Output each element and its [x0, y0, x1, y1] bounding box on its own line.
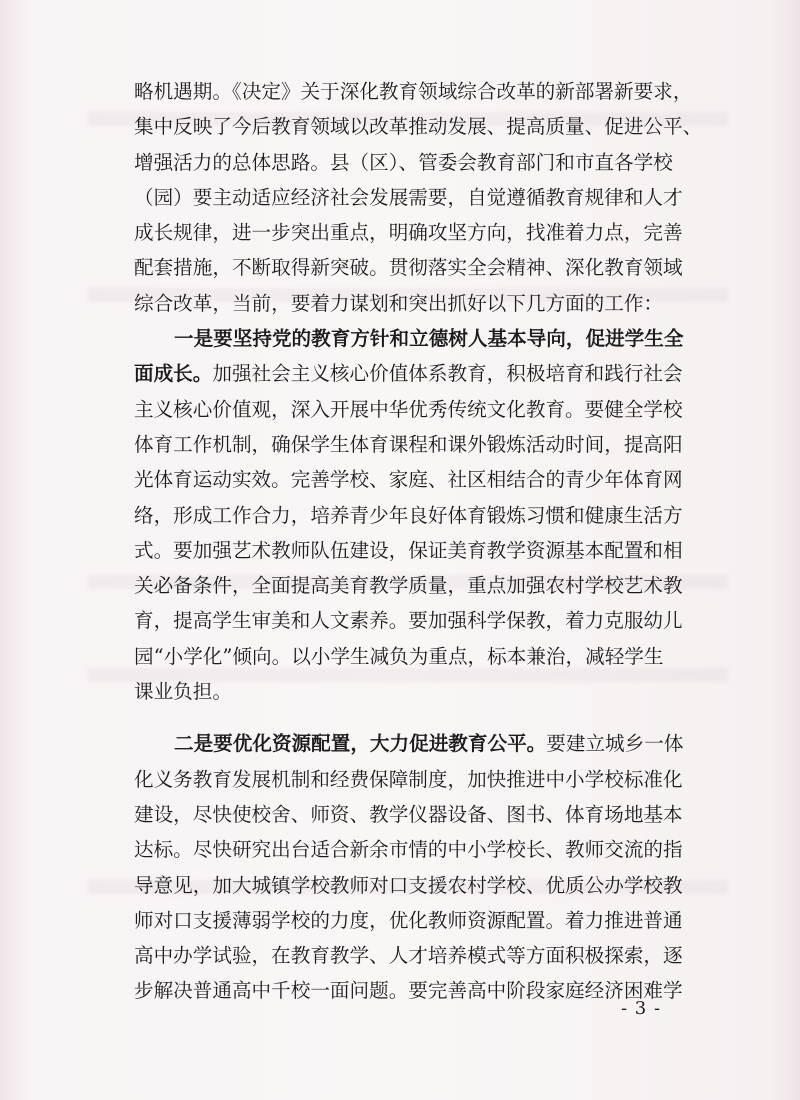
text-line: 成长规律，进一步突出重点，明确攻坚方向，找准着力点，完善: [134, 221, 683, 245]
text-line: 关必备条件，全面提高美育教学质量，重点加强农村学校艺术教: [134, 574, 683, 598]
text-line: 略机遇期。《决定》关于深化教育领域综合改革的新部署新要求，: [134, 80, 693, 103]
section-two-paragraph: [134, 726, 684, 1008]
text-line: 集中反映了今后教育领域以改革推动发展、提高质量、促进公平、: [134, 115, 703, 139]
text-line: 配套措施，不断取得新突破。贯彻落实全会精神、深化教育领域: [134, 256, 683, 280]
text-line: （园）要主动适应经济社会发展需要，自觉遵循教育规律和人才: [134, 185, 683, 209]
section-one-text: 加强社会主义核心价值体系教育，积极培育和践行社会: [212, 362, 683, 386]
text-line: 达标。尽快研究出台适合新余市情的中小学校长、教师交流的指: [134, 838, 683, 862]
text-line: 建设，尽快使校舍、师资、教学仪器设备、图书、体育场地基本: [134, 802, 683, 826]
text-line: 络，形成工作合力，培养青少年良好体育锻炼习惯和健康生活方: [134, 503, 683, 527]
text-line: 增强活力的总体思路。县（区）、管委会教育部门和市直各学校: [134, 150, 673, 174]
text-line: 主义核心价值观，深入开展中华优秀传统文化教育。要健全学校: [134, 397, 683, 421]
text-line: [134, 321, 684, 356]
text-line: 育，提高学生审美和人文素养。要加强科学保教，着力克服幼儿: [134, 609, 683, 633]
text-line: 课业负担。: [134, 680, 232, 704]
text-line: 师对口支援薄弱学校的力度，优化教师资源配置。着力推进普通: [134, 908, 683, 932]
text-line: 步解决普通高中千校一面问题。要完善高中阶段家庭经济困难学: [134, 979, 683, 1003]
text-line: 化义务教育发展机制和经费保障制度，加快推进中小学校标准化: [134, 767, 683, 791]
section-one-heading: 一是要坚持党的教育方针和立德树人基本导向，促进学生全: [174, 327, 684, 351]
section-one-paragraph: [134, 321, 684, 709]
text-line: [134, 356, 683, 391]
section-two-text: 要建立城乡一体: [546, 732, 684, 756]
section-two-heading: 二是要优化资源配置，大力促进教育公平。: [174, 732, 547, 756]
text-line: 园“小学化”倾向。以小学生减负为重点，标本兼治，减轻学生: [134, 644, 664, 668]
document-body: [134, 74, 703, 1009]
text-line: 综合改革，当前，要着力谋划和突出抓好以下几方面的工作：: [134, 291, 664, 315]
text-line: 光体育运动实效。完善学校、家庭、社区相结合的青少年体育网: [134, 468, 683, 492]
text-line: 导意见，加大城镇学校教师对口支援农村学校、优质公办学校教: [134, 873, 683, 897]
intro-paragraph: [134, 74, 703, 321]
page-number: - 3 -: [621, 998, 662, 1019]
text-line: 高中办学试验，在教育教学、人才培养模式等方面积极探索，逐: [134, 944, 683, 968]
text-line: [134, 726, 684, 761]
section-one-heading-end: 面成长。: [134, 362, 213, 386]
text-line: 体育工作机制，确保学生体育课程和课外锻炼活动时间，提高阳: [134, 432, 683, 456]
text-line: 式。要加强艺术教师队伍建设，保证美育教学资源基本配置和相: [134, 538, 683, 562]
